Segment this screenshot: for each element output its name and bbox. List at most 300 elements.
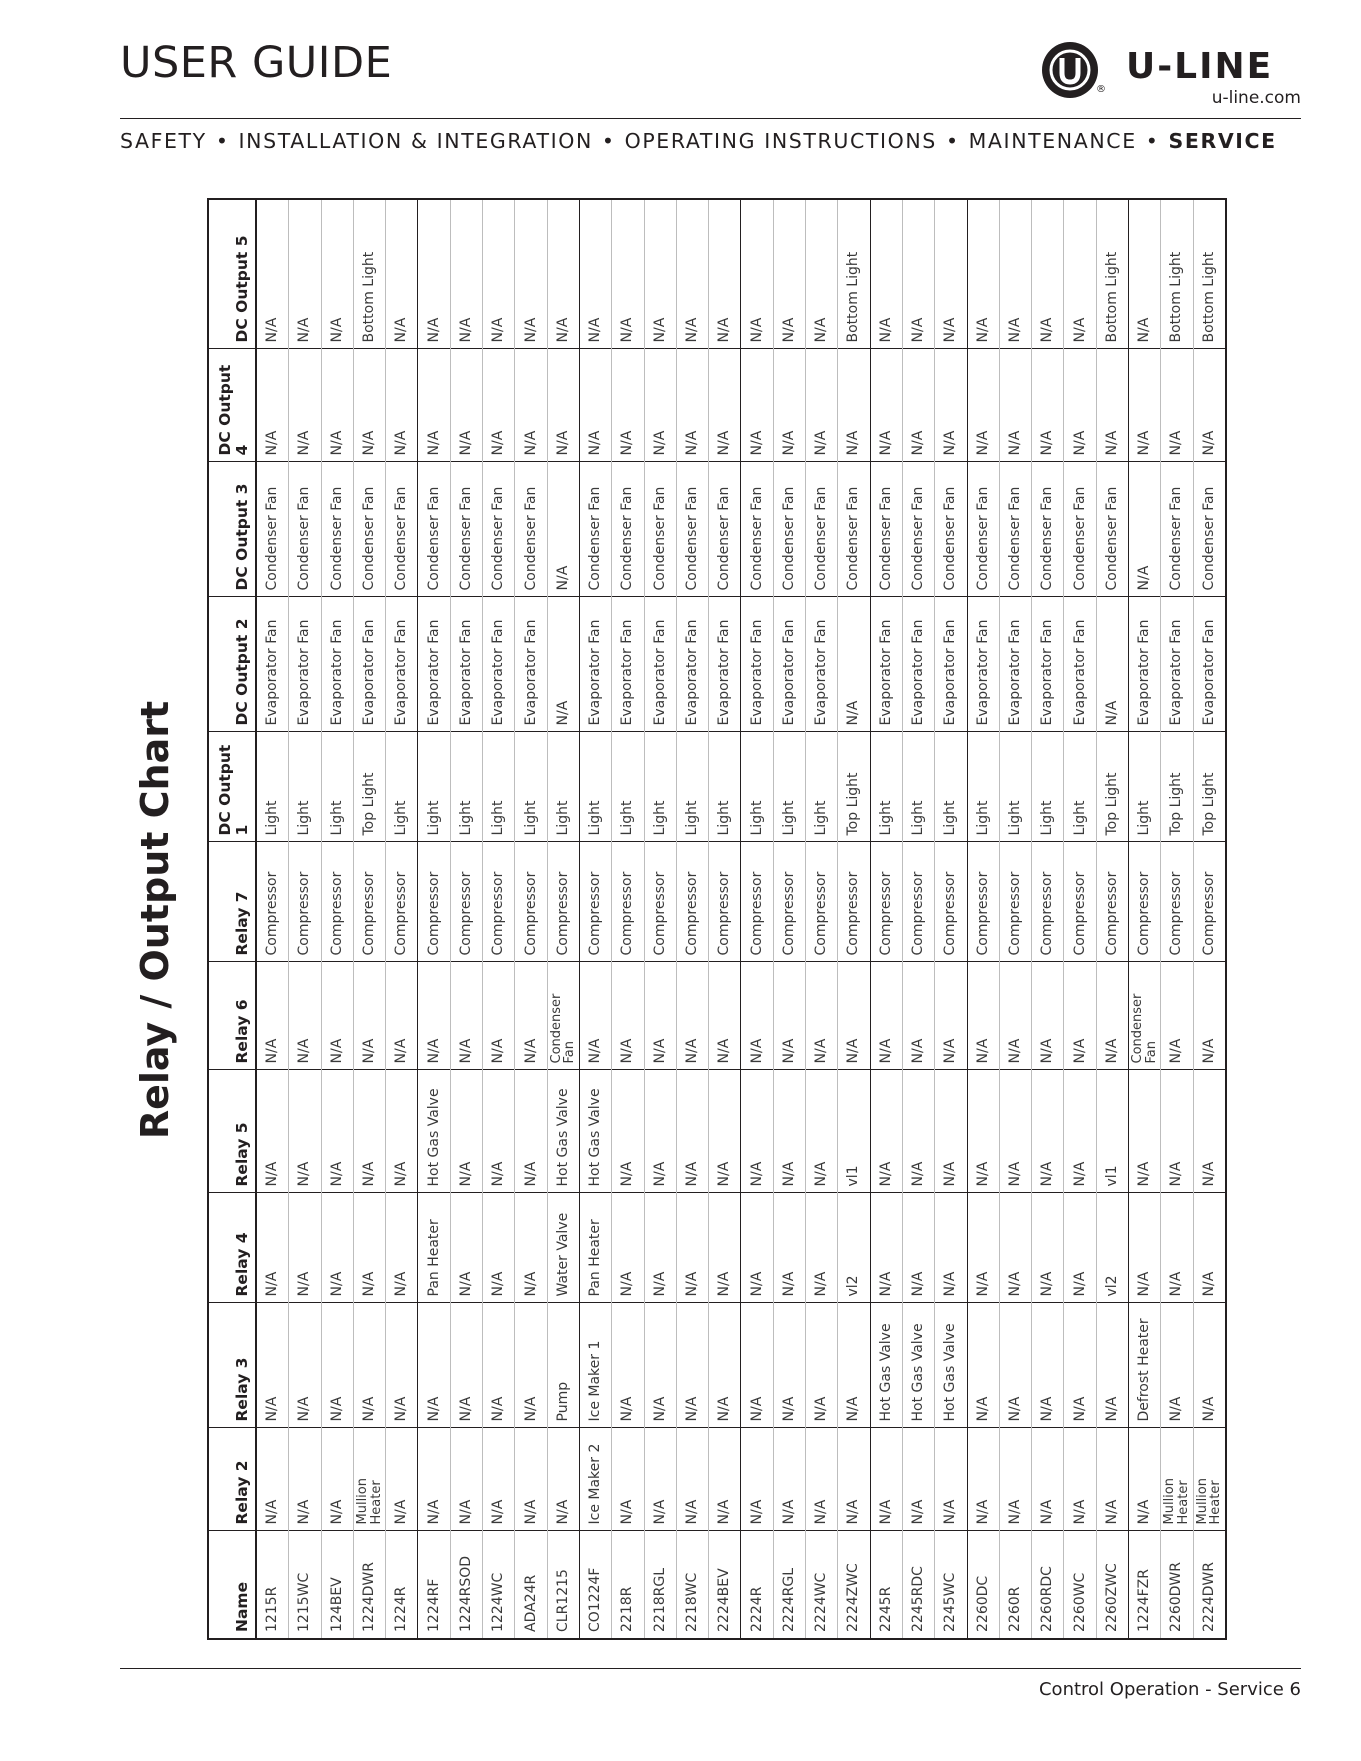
table-cell: Light: [1032, 732, 1064, 842]
table-cell: 2218RGL: [644, 1531, 676, 1639]
table-cell: Top Light: [838, 732, 870, 842]
table-row: [676, 199, 708, 1639]
table-cell: Condenser Fan: [838, 462, 870, 597]
table-cell: N/A: [838, 349, 870, 462]
table-cell: N/A: [450, 1428, 482, 1531]
table-cell: 2224R: [741, 1531, 773, 1639]
table-cell: 1224RSOD: [450, 1531, 482, 1639]
nav-separator: •: [1145, 129, 1160, 153]
table-cell: Condenser Fan: [935, 462, 967, 597]
column-header: DC Output 1: [208, 732, 256, 842]
table-cell: Hot Gas Valve: [418, 1070, 450, 1193]
table-cell: N/A: [353, 1193, 385, 1303]
registered-mark: ®: [1096, 84, 1106, 95]
table-cell: Evaporator Fan: [999, 597, 1031, 732]
table-row: [353, 199, 385, 1639]
table-cell: N/A: [1161, 1193, 1193, 1303]
table-cell: Compressor: [741, 842, 773, 962]
table-cell: N/A: [741, 1303, 773, 1428]
table-cell: N/A: [289, 1070, 321, 1193]
header-divider: [120, 118, 1301, 119]
table-row: [1193, 199, 1226, 1639]
table-cell: Light: [1129, 732, 1161, 842]
table-cell: CLR1215: [547, 1531, 579, 1639]
table-row: [709, 199, 741, 1639]
table-cell: N/A: [902, 1193, 934, 1303]
table-header-row: [208, 199, 256, 1639]
table-cell: N/A: [1193, 1193, 1226, 1303]
table-cell: Light: [644, 732, 676, 842]
table-cell: N/A: [806, 1428, 838, 1531]
table-cell: 1215R: [256, 1531, 289, 1639]
table-cell: Compressor: [806, 842, 838, 962]
brand-name: U-LINE: [1126, 46, 1274, 87]
table-cell: N/A: [870, 1193, 902, 1303]
table-cell: N/A: [612, 962, 644, 1070]
table-cell: 2245R: [870, 1531, 902, 1639]
table-cell: Light: [967, 732, 999, 842]
table-row: [612, 199, 644, 1639]
table-cell: Water Valve: [547, 1193, 579, 1303]
table-cell: Light: [483, 732, 515, 842]
table-cell: N/A: [450, 962, 482, 1070]
table-cell: Compressor: [1032, 842, 1064, 962]
nav-separator: •: [601, 129, 616, 153]
table-cell: N/A: [1064, 349, 1096, 462]
table-cell: Compressor: [870, 842, 902, 962]
table-cell: Condenser Fan: [870, 462, 902, 597]
table-row: [321, 199, 353, 1639]
table-cell: Defrost Heater: [1129, 1303, 1161, 1428]
table-cell: N/A: [353, 962, 385, 1070]
table-cell: Hot Gas Valve: [547, 1070, 579, 1193]
table-cell: N/A: [450, 1303, 482, 1428]
table-cell: N/A: [418, 199, 450, 349]
table-cell: 2224BEV: [709, 1531, 741, 1639]
table-cell: Evaporator Fan: [450, 597, 482, 732]
table-cell: N/A: [709, 1428, 741, 1531]
table-cell: Light: [612, 732, 644, 842]
table-cell: N/A: [644, 199, 676, 349]
table-cell: N/A: [1064, 1303, 1096, 1428]
table-cell: Condenser Fan: [1064, 462, 1096, 597]
table-cell: N/A: [870, 1070, 902, 1193]
table-cell: N/A: [967, 962, 999, 1070]
table-cell: Light: [709, 732, 741, 842]
table-cell: Compressor: [1161, 842, 1193, 962]
footer-divider: [120, 1668, 1301, 1669]
chart-title: Relay / Output Chart: [133, 700, 177, 1140]
column-header: Relay 7: [208, 842, 256, 962]
table-cell: Compressor: [1193, 842, 1226, 962]
nav-item-5[interactable]: SERVICE: [1168, 129, 1277, 153]
table-cell: Condenser Fan: [1161, 462, 1193, 597]
table-cell: ADA24R: [515, 1531, 547, 1639]
u-line-logo: [1040, 40, 1305, 110]
table-cell: Evaporator Fan: [1064, 597, 1096, 732]
table-cell: N/A: [676, 1428, 708, 1531]
table-cell: N/A: [1064, 962, 1096, 1070]
table-cell: Condenser Fan: [709, 462, 741, 597]
table-cell: N/A: [1161, 349, 1193, 462]
table-cell: N/A: [870, 199, 902, 349]
table-cell: Compressor: [1129, 842, 1161, 962]
table-cell: N/A: [579, 962, 611, 1070]
table-cell: Evaporator Fan: [870, 597, 902, 732]
table-cell: N/A: [644, 962, 676, 1070]
table-cell: Hot Gas Valve: [579, 1070, 611, 1193]
table-cell: N/A: [773, 199, 805, 349]
table-row: [999, 199, 1031, 1639]
table-cell: Evaporator Fan: [709, 597, 741, 732]
table-cell: N/A: [547, 1428, 579, 1531]
table-cell: Compressor: [709, 842, 741, 962]
table-cell: N/A: [1032, 1193, 1064, 1303]
table-cell: vl1: [838, 1070, 870, 1193]
table-cell: N/A: [547, 349, 579, 462]
nav-item-4[interactable]: MAINTENANCE: [968, 129, 1137, 153]
rotated-chart: [120, 200, 1280, 1640]
table-cell: N/A: [999, 199, 1031, 349]
table-cell: Condenser Fan: [289, 462, 321, 597]
table-cell: Compressor: [612, 842, 644, 962]
table-cell: N/A: [935, 1193, 967, 1303]
table-cell: Compressor: [773, 842, 805, 962]
table-cell: Light: [418, 732, 450, 842]
table-cell: Compressor: [644, 842, 676, 962]
table-cell: Evaporator Fan: [773, 597, 805, 732]
table-cell: Light: [999, 732, 1031, 842]
table-cell: 2260RDC: [1032, 1531, 1064, 1639]
table-cell: N/A: [515, 962, 547, 1070]
table-cell: Evaporator Fan: [321, 597, 353, 732]
table-cell: 2245RDC: [902, 1531, 934, 1639]
table-cell: N/A: [676, 1070, 708, 1193]
table-cell: Evaporator Fan: [1193, 597, 1226, 732]
table-cell: Evaporator Fan: [806, 597, 838, 732]
chart-area: [120, 200, 1280, 1640]
table-cell: N/A: [741, 199, 773, 349]
table-cell: Top Light: [1161, 732, 1193, 842]
table-cell: N/A: [902, 1070, 934, 1193]
table-cell: N/A: [579, 349, 611, 462]
table-cell: N/A: [386, 1428, 418, 1531]
table-cell: 124BEV: [321, 1531, 353, 1639]
table-cell: Condenser Fan: [806, 462, 838, 597]
table-cell: N/A: [515, 1070, 547, 1193]
table-cell: N/A: [1129, 199, 1161, 349]
table-cell: N/A: [353, 1303, 385, 1428]
table-cell: Light: [902, 732, 934, 842]
table-cell: N/A: [353, 1070, 385, 1193]
table-cell: Hot Gas Valve: [902, 1303, 934, 1428]
table-cell: N/A: [386, 199, 418, 349]
table-cell: 1224RF: [418, 1531, 450, 1639]
table-cell: Compressor: [321, 842, 353, 962]
table-cell: N/A: [1096, 1428, 1128, 1531]
table-cell: N/A: [321, 1303, 353, 1428]
table-cell: N/A: [806, 962, 838, 1070]
table-cell: N/A: [870, 349, 902, 462]
table-cell: N/A: [256, 1428, 289, 1531]
table-cell: Evaporator Fan: [676, 597, 708, 732]
table-cell: N/A: [321, 962, 353, 1070]
brand-url: u-line.com: [1211, 88, 1301, 108]
table-cell: N/A: [386, 349, 418, 462]
table-cell: N/A: [935, 349, 967, 462]
table-cell: N/A: [967, 1428, 999, 1531]
table-cell: N/A: [773, 1070, 805, 1193]
table-cell: N/A: [450, 349, 482, 462]
table-cell: Condenser Fan: [999, 462, 1031, 597]
table-cell: N/A: [1193, 962, 1226, 1070]
table-cell: Condenser Fan: [741, 462, 773, 597]
table-cell: Pan Heater: [579, 1193, 611, 1303]
table-cell: N/A: [1032, 1303, 1064, 1428]
table-cell: N/A: [450, 1070, 482, 1193]
table-cell: N/A: [256, 962, 289, 1070]
table-cell: N/A: [386, 1303, 418, 1428]
table-cell: N/A: [1032, 962, 1064, 1070]
table-row: [1032, 199, 1064, 1639]
table-cell: Compressor: [579, 842, 611, 962]
table-row: [902, 199, 934, 1639]
table-cell: N/A: [676, 1303, 708, 1428]
table-row: [1161, 199, 1193, 1639]
table-cell: Top Light: [353, 732, 385, 842]
table-cell: N/A: [967, 1070, 999, 1193]
table-cell: N/A: [999, 1303, 1031, 1428]
table-cell: N/A: [321, 1070, 353, 1193]
table-row: [386, 199, 418, 1639]
table-cell: Evaporator Fan: [612, 597, 644, 732]
table-cell: Evaporator Fan: [1161, 597, 1193, 732]
nav-separator: •: [945, 129, 960, 153]
table-cell: N/A: [1096, 597, 1128, 732]
table-cell: Compressor: [1064, 842, 1096, 962]
table-cell: N/A: [838, 1428, 870, 1531]
column-header: DC Output 3: [208, 462, 256, 597]
table-cell: Condenser Fan: [773, 462, 805, 597]
table-cell: N/A: [418, 1428, 450, 1531]
table-cell: N/A: [289, 1193, 321, 1303]
table-cell: N/A: [676, 349, 708, 462]
table-cell: N/A: [935, 199, 967, 349]
table-cell: Condenser Fan: [483, 462, 515, 597]
table-cell: Compressor: [902, 842, 934, 962]
table-cell: Condenser Fan: [1096, 462, 1128, 597]
table-cell: N/A: [838, 962, 870, 1070]
table-cell: Mullion Heater: [353, 1428, 385, 1531]
table-cell: N/A: [515, 349, 547, 462]
table-cell: N/A: [353, 349, 385, 462]
table-row: [289, 199, 321, 1639]
table-cell: Evaporator Fan: [256, 597, 289, 732]
column-header: Relay 6: [208, 962, 256, 1070]
table-cell: N/A: [515, 1303, 547, 1428]
table-row: [773, 199, 805, 1639]
table-cell: Top Light: [1193, 732, 1226, 842]
table-cell: N/A: [644, 349, 676, 462]
table-cell: Condenser Fan: [353, 462, 385, 597]
table-cell: N/A: [1096, 349, 1128, 462]
table-row: [741, 199, 773, 1639]
table-cell: Compressor: [483, 842, 515, 962]
table-cell: Compressor: [256, 842, 289, 962]
table-cell: N/A: [709, 1193, 741, 1303]
table-cell: N/A: [386, 1193, 418, 1303]
table-cell: N/A: [450, 1193, 482, 1303]
table-row: [838, 199, 870, 1639]
table-cell: Light: [256, 732, 289, 842]
table-cell: N/A: [644, 1303, 676, 1428]
table-cell: N/A: [515, 1428, 547, 1531]
table-cell: N/A: [547, 199, 579, 349]
table-cell: N/A: [741, 1428, 773, 1531]
column-header: Relay 5: [208, 1070, 256, 1193]
table-cell: N/A: [289, 1303, 321, 1428]
table-cell: Light: [870, 732, 902, 842]
table-cell: Compressor: [999, 842, 1031, 962]
table-cell: N/A: [1129, 1070, 1161, 1193]
table-cell: 2260R: [999, 1531, 1031, 1639]
table-cell: Hot Gas Valve: [870, 1303, 902, 1428]
table-cell: N/A: [773, 349, 805, 462]
table-row: [1064, 199, 1096, 1639]
table-cell: N/A: [1096, 1303, 1128, 1428]
table-cell: N/A: [806, 1303, 838, 1428]
table-row: [579, 199, 611, 1639]
table-cell: Condenser Fan: [967, 462, 999, 597]
table-cell: N/A: [289, 349, 321, 462]
table-cell: N/A: [1193, 1303, 1226, 1428]
table-cell: Condenser Fan: [547, 962, 579, 1070]
table-cell: N/A: [838, 597, 870, 732]
table-cell: N/A: [418, 349, 450, 462]
table-cell: N/A: [612, 349, 644, 462]
table-cell: Compressor: [418, 842, 450, 962]
table-cell: N/A: [741, 1070, 773, 1193]
table-cell: Evaporator Fan: [515, 597, 547, 732]
table-cell: Hot Gas Valve: [935, 1303, 967, 1428]
table-cell: Light: [321, 732, 353, 842]
table-cell: Condenser Fan: [676, 462, 708, 597]
table-cell: N/A: [256, 1070, 289, 1193]
table-cell: Bottom Light: [1193, 199, 1226, 349]
table-cell: N/A: [1193, 1070, 1226, 1193]
table-cell: 1224FZR: [1129, 1531, 1161, 1639]
table-cell: Condenser Fan: [418, 462, 450, 597]
table-cell: N/A: [709, 1303, 741, 1428]
table-cell: N/A: [256, 199, 289, 349]
table-row: [547, 199, 579, 1639]
table-cell: 2260WC: [1064, 1531, 1096, 1639]
table-cell: Mullion Heater: [1193, 1428, 1226, 1531]
table-cell: N/A: [967, 1303, 999, 1428]
table-cell: 2224RGL: [773, 1531, 805, 1639]
table-cell: N/A: [1096, 962, 1128, 1070]
table-cell: N/A: [1064, 1193, 1096, 1303]
table-cell: N/A: [1161, 962, 1193, 1070]
table-cell: N/A: [515, 199, 547, 349]
table-row: [935, 199, 967, 1639]
table-cell: 2260DC: [967, 1531, 999, 1639]
table-cell: N/A: [1032, 1428, 1064, 1531]
table-cell: Condenser Fan: [450, 462, 482, 597]
table-cell: N/A: [935, 1428, 967, 1531]
table-cell: Light: [806, 732, 838, 842]
table-cell: N/A: [741, 962, 773, 1070]
table-cell: Condenser Fan: [515, 462, 547, 597]
table-cell: N/A: [902, 1428, 934, 1531]
table-cell: Ice Maker 2: [579, 1428, 611, 1531]
table-cell: Evaporator Fan: [579, 597, 611, 732]
table-cell: Condenser Fan: [579, 462, 611, 597]
table-cell: Evaporator Fan: [644, 597, 676, 732]
table-cell: Condenser Fan: [1129, 962, 1161, 1070]
table-cell: N/A: [806, 1193, 838, 1303]
table-cell: N/A: [483, 1303, 515, 1428]
column-header: Relay 4: [208, 1193, 256, 1303]
table-cell: CO1224F: [579, 1531, 611, 1639]
table-cell: Bottom Light: [353, 199, 385, 349]
table-cell: N/A: [256, 1303, 289, 1428]
table-cell: 2224ZWC: [838, 1531, 870, 1639]
table-cell: N/A: [902, 349, 934, 462]
table-cell: N/A: [967, 349, 999, 462]
table-cell: N/A: [806, 1070, 838, 1193]
table-cell: Compressor: [838, 842, 870, 962]
table-cell: Mullion Heater: [1161, 1428, 1193, 1531]
column-header: Relay 2: [208, 1428, 256, 1531]
table-cell: N/A: [289, 199, 321, 349]
nav-item-3[interactable]: OPERATING INSTRUCTIONS: [624, 129, 937, 153]
table-cell: N/A: [1161, 1070, 1193, 1193]
table-cell: Evaporator Fan: [967, 597, 999, 732]
table-cell: N/A: [612, 1193, 644, 1303]
table-cell: Light: [547, 732, 579, 842]
table-cell: vl2: [1096, 1193, 1128, 1303]
table-cell: N/A: [1064, 199, 1096, 349]
column-header: DC Output 4: [208, 349, 256, 462]
table-cell: N/A: [676, 199, 708, 349]
table-cell: N/A: [289, 962, 321, 1070]
table-cell: Pan Heater: [418, 1193, 450, 1303]
table-cell: 2245WC: [935, 1531, 967, 1639]
table-cell: N/A: [741, 349, 773, 462]
column-header: Relay 3: [208, 1303, 256, 1428]
table-cell: N/A: [612, 199, 644, 349]
table-row: [806, 199, 838, 1639]
section-nav: [120, 129, 1301, 153]
table-cell: Compressor: [547, 842, 579, 962]
nav-item-1[interactable]: SAFETY: [120, 129, 207, 153]
table-cell: Compressor: [1096, 842, 1128, 962]
table-cell: Evaporator Fan: [902, 597, 934, 732]
table-cell: N/A: [773, 962, 805, 1070]
nav-item-2[interactable]: INSTALLATION & INTEGRATION: [238, 129, 593, 153]
table-cell: N/A: [999, 1428, 1031, 1531]
table-cell: Compressor: [289, 842, 321, 962]
table-cell: Evaporator Fan: [741, 597, 773, 732]
nav-separator: •: [215, 129, 230, 153]
table-cell: N/A: [612, 1428, 644, 1531]
table-cell: Condenser Fan: [321, 462, 353, 597]
table-cell: Compressor: [935, 842, 967, 962]
table-cell: N/A: [256, 1193, 289, 1303]
table-cell: N/A: [483, 962, 515, 1070]
table-cell: N/A: [579, 199, 611, 349]
